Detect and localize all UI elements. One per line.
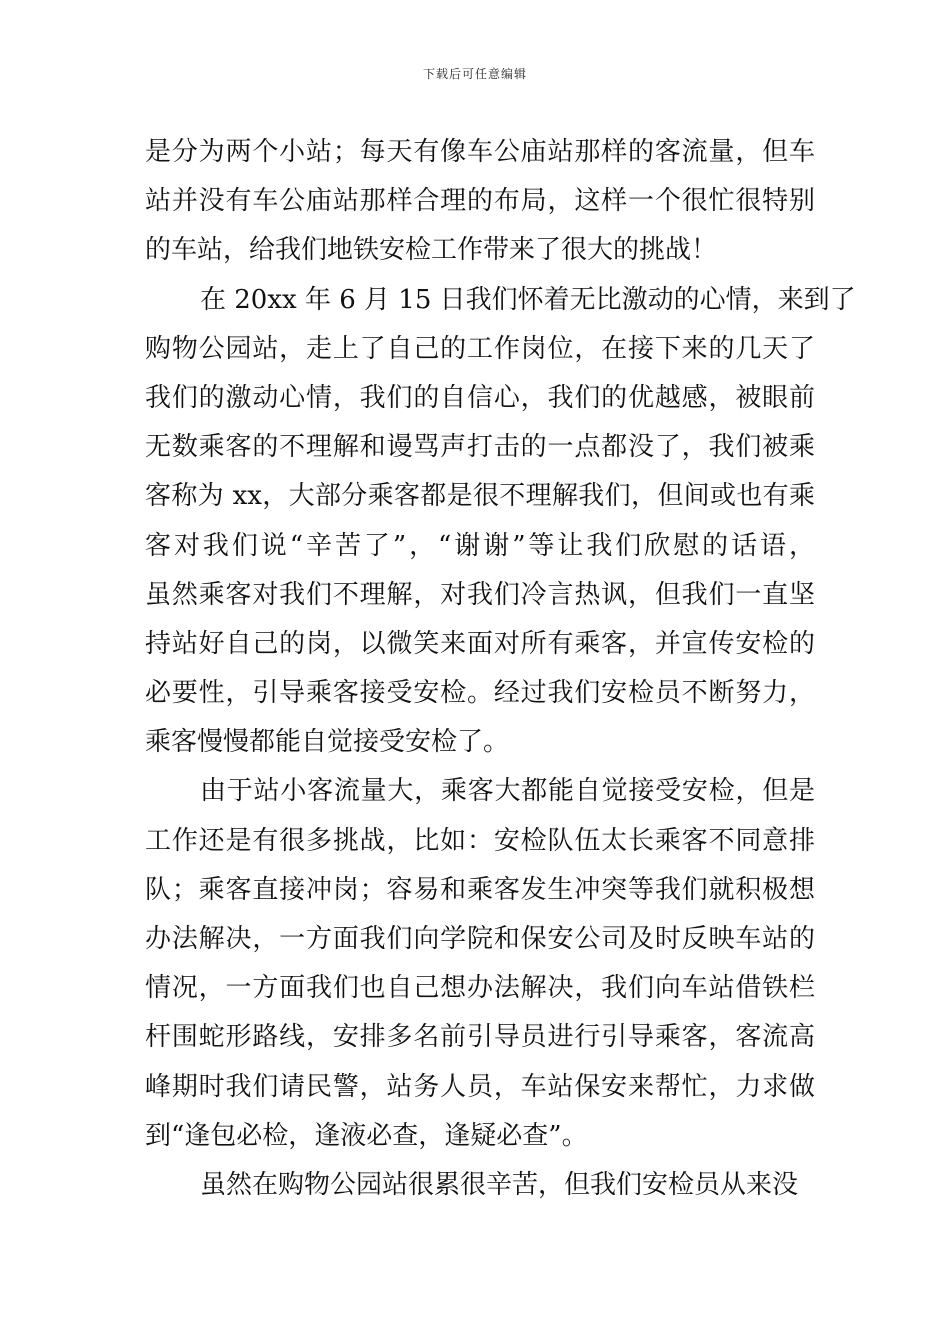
text-line: 情况，一方面我们也自己想办法解决，我们向车站借铁栏 [145, 973, 815, 1004]
text-line: 客称为 xx，大部分乘客都是很不理解我们，但间或也有乘 [145, 481, 815, 512]
text-line: 办法解决，一方面我们向学院和保安公司及时反映车站的 [145, 924, 815, 954]
text-line: 工作还是有很多挑战，比如：安检队伍太长乘客不同意排 [145, 825, 815, 856]
text-line: 购物公园站，走上了自己的工作岗位，在接下来的几天了 [145, 333, 815, 364]
paragraph-first-line: 虽然在购物公园站很累很辛苦，但我们安检员从来没 [200, 1169, 799, 1200]
text-line: 客对我们说“辛苦了”，“谢谢”等让我们欣慰的话语， [145, 530, 815, 561]
text-line: 无数乘客的不理解和谩骂声打击的一点都没了，我们被乘 [145, 432, 815, 463]
text-line: 是分为两个小站；每天有像车公庙站那样的客流量，但车 [145, 137, 815, 167]
document-body [145, 128, 856, 1210]
text-line: 乘客慢慢都能自觉接受安检了。 [145, 727, 510, 758]
paragraph-first-line: 在 20xx 年 6 月 15 日我们怀着无比激动的心情，来到了 [200, 284, 856, 315]
text-line: 的车站，给我们地铁安检工作带来了很大的挑战！ [145, 235, 718, 266]
text-line: 虽然乘客对我们不理解，对我们冷言热讽，但我们一直坚 [145, 579, 815, 610]
text-line: 到“逢包必检，逢液必查，逢疑必查”。 [145, 1120, 588, 1151]
text-line: 峰期时我们请民警，站务人员，车站保安来帮忙，力求做 [145, 1071, 815, 1102]
text-line: 站并没有车公庙站那样合理的布局，这样一个很忙很特别 [145, 186, 815, 217]
paragraph-first-line: 由于站小客流量大，乘客大都能自觉接受安检，但是 [200, 776, 815, 807]
text-line: 持站好自己的岗，以微笑来面对所有乘客，并宣传安检的 [145, 628, 815, 659]
text-line: 我们的激动心情，我们的自信心，我们的优越感，被眼前 [145, 382, 815, 413]
text-line: 队；乘客直接冲岗；容易和乘客发生冲突等我们就积极想 [145, 874, 815, 905]
page-header-note: 下载后可任意编辑 [422, 67, 527, 81]
text-line: 杆围蛇形路线，安排多名前引导员进行引导乘客，客流高 [145, 1022, 815, 1053]
text-line: 必要性，引导乘客接受安检。经过我们安检员不断努力， [145, 678, 815, 709]
